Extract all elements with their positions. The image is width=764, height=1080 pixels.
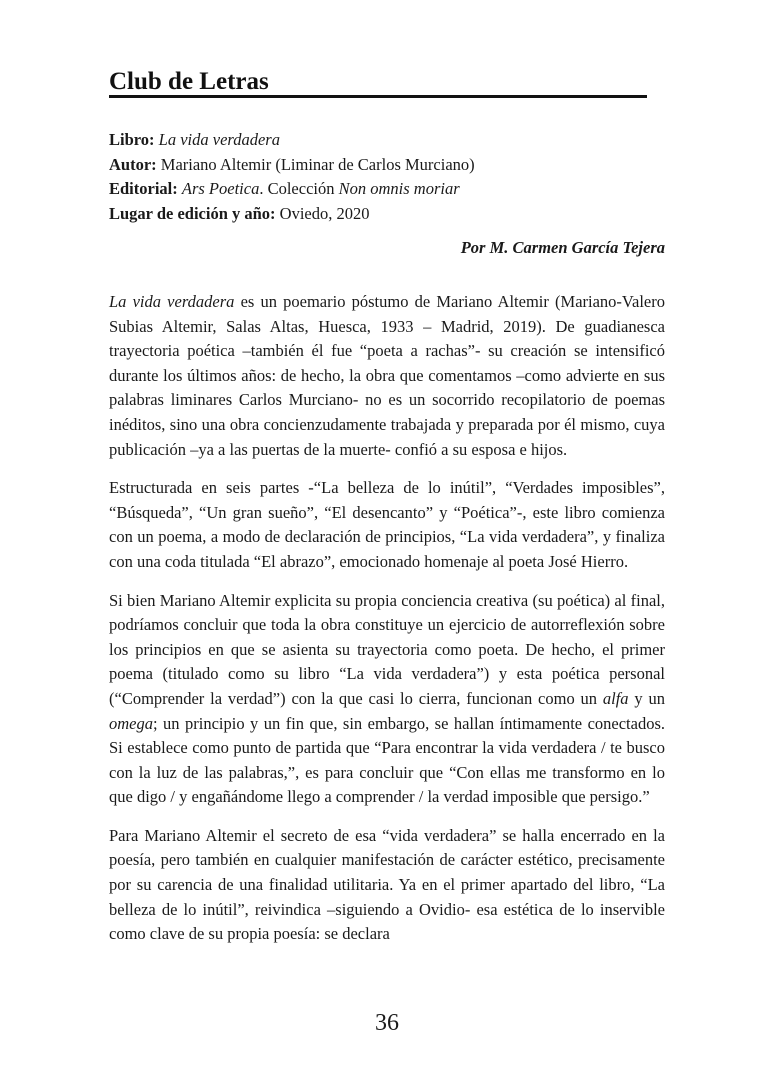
meta-editorial-name: Ars Poetica bbox=[181, 179, 260, 198]
meta-lugar-value: Oviedo, 2020 bbox=[279, 203, 370, 223]
book-metadata bbox=[109, 128, 665, 226]
meta-autor bbox=[109, 153, 665, 178]
meta-editorial-sep: . Colección bbox=[259, 179, 339, 198]
paragraph-1 bbox=[109, 290, 665, 462]
meta-lugar-label: Lugar de edición y año: bbox=[109, 203, 276, 223]
meta-libro-label: Libro: bbox=[109, 130, 155, 149]
meta-autor-value: Mariano Altemir (Liminar de Carlos Murciano) bbox=[160, 154, 475, 174]
article-body bbox=[109, 290, 665, 961]
section-header bbox=[109, 64, 647, 98]
page-number: 36 bbox=[375, 1010, 399, 1036]
paragraph-1-text: es un poemario póstumo de Mariano Altemir (Mariano-Valero Subias Altemir, Salas Altas, Huesca, 1933 – Madrid, 2019). De guadianesca trayectoria poética –también él fue “poeta a rachas”- su creación se intensificó durante los últimos años: de hecho, la obra que comentamos –como advierte en sus palabras liminares Carlos Murciano- no es un socorrido recopilatorio de poemas inéditos, sino una obra concienzudamente trabajada y preparada por él mismo, cuya publicación –ya a las puertas de la muerte- confió a su esposa e hijos. bbox=[109, 292, 665, 459]
meta-lugar bbox=[109, 202, 665, 227]
meta-editorial-label: Editorial: bbox=[109, 179, 178, 198]
meta-autor-label: Autor: bbox=[109, 154, 157, 174]
paragraph-2: Estructurada en seis partes -“La belleza de lo inútil”, “Verdades imposibles”, “Búsqueda”, “Un gran sueño”, “El desencanto” y “Poética”-, este libro comienza con un poema, a modo de declaración de principios, “La vida verdadera”, y finaliza con una coda titulada “El abrazo”, emocionado homenaje al poeta José Hierro. bbox=[109, 478, 665, 571]
paragraph-3 bbox=[109, 589, 665, 810]
paragraph-3-text-a: Si bien Mariano Altemir explicita su propia conciencia creativa (su poética) al final, podríamos concluir que toda la obra constituye un ejercicio de autorreflexión sobre los principios en que se asienta su trayectoria como poeta. De hecho, el primer poema (titulado como su libro “La vida verdadera”) y esta poética personal (“Comprender la verdad”) con la que casi lo cierra, funcionan como un bbox=[109, 590, 665, 708]
meta-libro bbox=[109, 128, 665, 153]
section-title: Club de Letras bbox=[109, 68, 269, 95]
meta-editorial-collection: Non omnis moriar bbox=[338, 179, 460, 198]
meta-libro-value: La vida verdadera bbox=[158, 130, 280, 149]
paragraph-1-title: La vida verdadera bbox=[109, 292, 235, 311]
paragraph-3-text-c: ; un principio y un fin que, sin embargo, se hallan íntimamente conectados. Si establece como punto de partida que “Para encontrar la vida verdadera / te busco con la luz de las palabras,”, es para concluir que “Con ellas me transformo en lo que digo / y engañándome llego a comprender / la verdad imposible que persigo.” bbox=[109, 713, 665, 807]
meta-editorial bbox=[109, 177, 665, 202]
document-page bbox=[109, 0, 665, 1080]
paragraph-3-omega: omega bbox=[109, 713, 153, 733]
paragraph-4: Para Mariano Altemir el secreto de esa “vida verdadera” se halla encerrado en la poesía, pero también en cualquier manifestación de carácter estético, precisamente por su carencia de una finalidad utilitaria. Ya en el primer apartado del libro, “La belleza de lo inútil”, reivindica –siguiendo a Ovidio- esa estética de lo inservible como clave de su propia poesía: se declara bbox=[109, 825, 665, 944]
paragraph-3-alfa: alfa bbox=[602, 688, 629, 708]
author-byline: Por M. Carmen García Tejera bbox=[460, 238, 665, 257]
paragraph-3-text-b: y un bbox=[628, 688, 665, 708]
